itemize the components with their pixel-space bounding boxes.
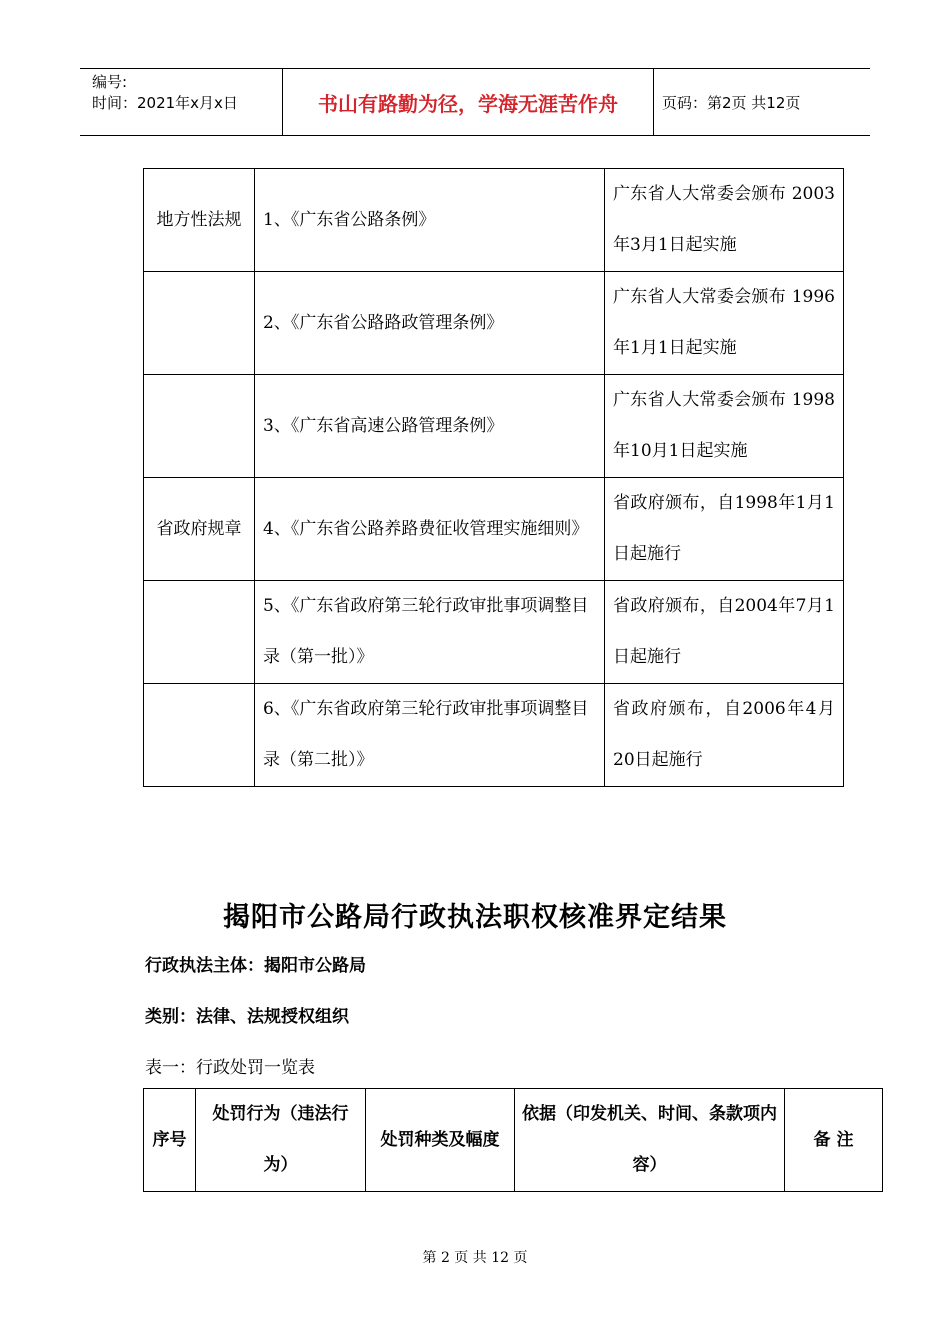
table-row	[144, 375, 844, 478]
header-cell-basis: 依据（印发机关、时间、条款项内容）	[515, 1089, 785, 1192]
note-cell: 广东省人大常委会颁布 1998年10月1日起实施	[605, 375, 844, 478]
item-cell: 1、《广东省公路条例》	[255, 169, 605, 272]
table-row	[144, 272, 844, 375]
law-table	[143, 168, 844, 787]
table-row	[144, 684, 844, 787]
header-meta	[80, 69, 282, 135]
header-cell-remark: 备 注	[785, 1089, 883, 1192]
enforcement-subject: 行政执法主体：揭阳市公路局	[145, 956, 366, 976]
note-cell: 广东省人大常委会颁布 2003年3月1日起实施	[605, 169, 844, 272]
header-page-info: 页码：第2页 共12页	[662, 93, 801, 112]
note-cell: 省政府颁布，自1998年1月1日起施行	[605, 478, 844, 581]
item-cell: 6、《广东省政府第三轮行政审批事项调整目录（第二批）》	[255, 684, 605, 787]
item-cell: 4、《广东省公路养路费征收管理实施细则》	[255, 478, 605, 581]
header-cell-index: 序号	[144, 1089, 196, 1192]
note-cell: 省政府颁布，自2006年4月20日起施行	[605, 684, 844, 787]
table-caption: 表一：行政处罚一览表	[145, 1058, 315, 1078]
penalty-table	[143, 1088, 883, 1192]
category-cell	[144, 581, 255, 684]
time-label: 时间：2021年x月x日	[92, 94, 238, 112]
table-row	[144, 581, 844, 684]
header-cell-penalty: 处罚种类及幅度	[366, 1089, 515, 1192]
table-header-row	[144, 1089, 883, 1192]
category-cell: 地方性法规	[144, 169, 255, 272]
category-cell: 省政府规章	[144, 478, 255, 581]
item-cell: 2、《广东省公路路政管理条例》	[255, 272, 605, 375]
category-cell	[144, 684, 255, 787]
document-title: 揭阳市公路局行政执法职权核准界定结果	[223, 902, 727, 933]
item-cell: 3、《广东省高速公路管理条例》	[255, 375, 605, 478]
header-motto: 书山有路勤为径，学海无涯苦作舟	[282, 69, 654, 135]
category-line: 类别：法律、法规授权组织	[145, 1007, 349, 1027]
note-cell: 广东省人大常委会颁布 1996年1月1日起实施	[605, 272, 844, 375]
item-cell: 5、《广东省政府第三轮行政审批事项调整目录（第一批）》	[255, 581, 605, 684]
header-cell-behavior: 处罚行为（违法行为）	[196, 1089, 366, 1192]
table-row	[144, 169, 844, 272]
document-header	[80, 68, 870, 136]
note-cell: 省政府颁布，自2004年7月1日起施行	[605, 581, 844, 684]
category-cell	[144, 375, 255, 478]
code-label: 编号:	[92, 73, 128, 91]
table-row	[144, 478, 844, 581]
category-cell	[144, 272, 255, 375]
page-footer: 第 2 页 共 12 页	[422, 1250, 528, 1266]
